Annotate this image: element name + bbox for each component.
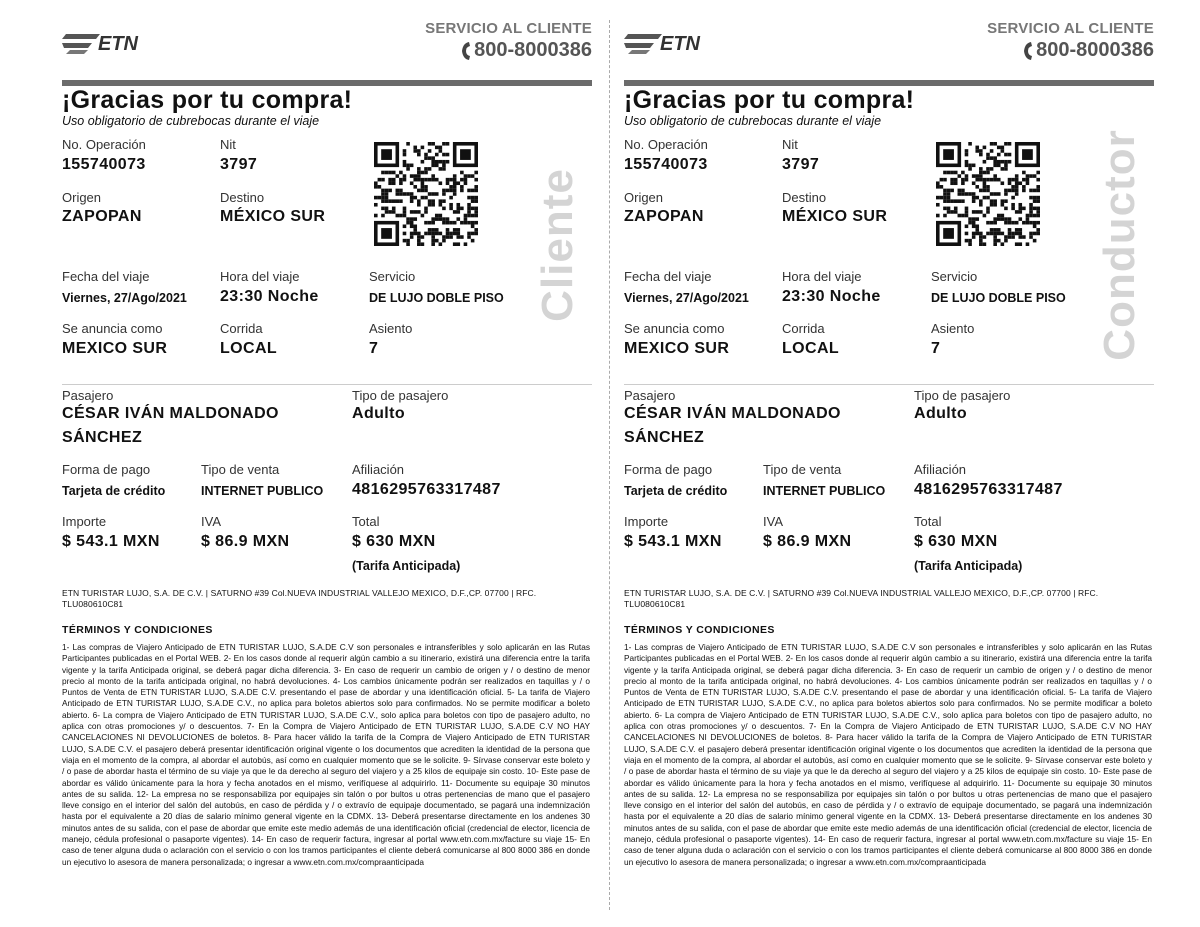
nit-value: 3797 xyxy=(220,156,258,173)
fare-type: (Tarifa Anticipada) xyxy=(914,559,1023,573)
nit-label: Nit xyxy=(220,137,236,152)
trip-time-label: Hora del viaje xyxy=(220,269,300,284)
trip-date-value: Viernes, 27/Ago/2021 xyxy=(624,291,749,305)
origin-label: Origen xyxy=(62,190,102,205)
passenger-name-line2: SÁNCHEZ xyxy=(624,429,705,446)
phone-number: 800-8000386 xyxy=(474,39,592,61)
payment-label: Forma de pago xyxy=(62,462,151,477)
passenger-type-value: Adulto xyxy=(352,405,406,422)
announced-value: MEXICO SUR xyxy=(62,340,168,357)
mask-notice: Uso obligatorio de cubrebocas durante el viaje xyxy=(624,114,882,128)
sale-type-value: INTERNET PUBLICO xyxy=(763,484,886,498)
total-value: $ 630 MXN xyxy=(914,533,998,550)
svg-text:ETN: ETN xyxy=(98,33,138,54)
iva-value: $ 86.9 MXN xyxy=(201,533,290,550)
total-label: Total xyxy=(352,514,380,529)
iva-value: $ 86.9 MXN xyxy=(763,533,852,550)
separator xyxy=(624,384,1154,385)
thanks-heading: ¡Gracias por tu compra! xyxy=(624,86,915,114)
affiliation-value: 4816295763317487 xyxy=(352,481,501,498)
qr-code xyxy=(936,142,1040,246)
total-label: Total xyxy=(914,514,942,529)
fare-type: (Tarifa Anticipada) xyxy=(352,559,461,573)
terms-text: 1- Las compras de Viajero Anticipado de ETN TURISTAR LUJO, S.A.DE C.V son personales e intransferibles y solo aplicarán en las Rutas Participantes publicadas en el Portal WEB. 2- En los casos donde al requerir algún cambio a su itinerario, existirá una diferencia entre la tarifa vigente y la tarifa Anticipada original, se deberá pagar dicha diferencia. 3- En caso de requerir un cambio de origen y / o destino de menor precio al monto de la tarifa anticipada original, no habrá devoluciones. 4- Los cambios únicamente podrán ser realizados en taquillas y / o Puntos de Venta de ETN TURISTAR LUJO, S.A.DE C.V. presentando el pase de abordar y una identificación oficial. 5- La tarifa de Viajero Anticipado de ETN TURISTAR LUJO, S.A.DE C.V., no aplica para boletos abiertos solo para confirmados. No se permite modificar a boleto abierto. 6- La compra de Viajero Anticipado de ETN TURISTAR LUJO, S.A.DE C.V., solo aplica para boletos con tipo de pasajero adulto, no aplica con otras promociones y/ o descuentos. 7- En la Compra de Viajero Anticipado de ETN TURISTAR LUJO, S.A.DE C.V NO HAY CANCELACIONES NI DEVOLUCIONES de boletos. 8- Para hacer válido la tarifa de la Compra de Viajero Anticipado de ETN TURISTAR LUJO, S.A.DE C.V. el pasajero deberá presentar identificación original vigente o los documentos que acrediten la identidad de la persona que viaja en el momento de la compra, al abordar el autobús, así como en cualquier momento que se le solicite. 9- Sírvase conservar este boleto y / o pase de abordar hasta el término de su viaje ya que le da derecho al seguro del viajero y a 25 kilos de equipaje sin costo. 10- Este pase de abordar es válido únicamente para la hora y fecha anotados en el mismo, verifíquese al adquirirlo. 11- Documente su equipaje 30 minutos antes de su salida. 12- La empresa no se responsabiliza por equipajes sin talón o por bultos u otras pertenencias de mano que el pasajero lleve consigo en el interior del salón del autobús, en caso de pérdida y / o extravío de equipaje documentado, se pagará una indemnización hasta por el equivalente a 20 días de salario mínimo general vigente en la CDMX. 13- Deberá presentarse directamente en los andenes 30 minutos antes de su salida, con el pase de abordar que emite este medio además de una identificación oficial (credencial de elector, licencia de manejo, cédula profesional o pasaporte vigentes). 14- En caso de requerir factura, ingresar al portal www.etn.com.mx/facture su viaje 15- En caso de tener alguna duda o aclaración con el servicio o con los tramos participantes el cliente deberá comunicarse al 800 8000 386 en donde un ejecutivo lo asesora de manera personalizada; o ingresar a www.etn.com.mx/compraanticipada xyxy=(62,642,590,867)
customer-service-label: SERVICIO AL CLIENTE xyxy=(987,20,1154,37)
origin-value: ZAPOPAN xyxy=(62,208,142,225)
seat-label: Asiento xyxy=(931,321,975,336)
customer-service-label: SERVICIO AL CLIENTE xyxy=(425,20,592,37)
separator xyxy=(62,384,592,385)
origin-label: Origen xyxy=(624,190,664,205)
svg-text:ETN: ETN xyxy=(660,33,700,54)
passenger-type-value: Adulto xyxy=(914,405,968,422)
trip-time-label: Hora del viaje xyxy=(782,269,862,284)
passenger-label: Pasajero xyxy=(62,388,114,403)
mask-notice: Uso obligatorio de cubrebocas durante el viaje xyxy=(62,114,320,128)
operation-label: No. Operación xyxy=(624,137,708,152)
terms-title: TÉRMINOS Y CONDICIONES xyxy=(624,624,775,636)
destination-value: MÉXICO SUR xyxy=(220,208,326,225)
payment-value: Tarjeta de crédito xyxy=(624,484,728,498)
run-label: Corrida xyxy=(220,321,263,336)
passenger-name-line1: CÉSAR IVÁN MALDONADO xyxy=(62,405,279,422)
passenger-name-line2: SÁNCHEZ xyxy=(62,429,143,446)
nit-value: 3797 xyxy=(782,156,820,173)
passenger-name-line1: CÉSAR IVÁN MALDONADO xyxy=(624,405,841,422)
service-value: DE LUJO DOBLE PISO xyxy=(931,291,1066,305)
announced-label: Se anuncia como xyxy=(624,321,725,336)
announced-label: Se anuncia como xyxy=(62,321,163,336)
passenger-type-label: Tipo de pasajero xyxy=(914,388,1011,403)
service-value: DE LUJO DOBLE PISO xyxy=(369,291,504,305)
amount-value: $ 543.1 MXN xyxy=(62,533,160,550)
operation-value: 155740073 xyxy=(62,156,146,173)
announced-value: MEXICO SUR xyxy=(624,340,730,357)
passenger-label: Pasajero xyxy=(624,388,676,403)
etn-logo xyxy=(62,30,172,54)
affiliation-label: Afiliación xyxy=(914,462,967,477)
thanks-heading: ¡Gracias por tu compra! xyxy=(62,86,353,114)
ticket-cliente: ETN SERVICIO AL CLIENTE 800-8000386 ¡Gracias por tu compra! Uso obligatorio de cubrebocas durante el viaje No. Operación 155740073 Nit 3797 Origen ZAPOPAN Destino MÉXICO SUR Fecha del viaje Viernes, 27/Ago/2021 Hora del viaje 23:30 Noche Servicio DE LUJO DOBLE PISO Se anuncia como MEXICO SUR Corrida LOCAL Asiento 7 Cliente Pasajero CÉSAR IVÁN MALDONADO SÁNCHEZ Tipo de pasajero Adulto Forma de pago Tarjeta de crédito Tipo de venta INTERNET PUBLICO Afiliación 4816295763317487 Importe $ 543.1 MXN IVA $ 86.9 MXN Total $ 630 MXN (Tarifa Anticipada) ETN TURISTAR LUJO, S.A. DE C.V. | SATURNO #39 Col.NUEVA INDUSTRIAL VALLEJO MEXICO, D.F.,CP. 07700 | RFC. TLU080610C81 TÉRMINOS Y CONDICIONES 1- Las compras de Viajero Anticipado de ETN TURISTAR LUJO, S.A.DE C.V son personales e intransferibles y solo aplicarán en las Rutas Participantes publicadas en el Portal WEB. 2- En los casos donde al requerir algún cambio a su itinerario, existirá una diferencia entre la tarifa vigente y la tarifa Anticipada original, se deberá pagar dicha diferencia. 3- En caso de requerir un cambio de origen y / o destino de menor precio al monto de la tarifa anticipada original, no habrá devoluciones. 4- Los cambios únicamente podrán ser realizados en taquillas y / o Puntos de Venta de ETN TURISTAR LUJO, S.A.DE C.V. presentando el pase de abordar y una identificación oficial. 5- La tarifa de Viajero Anticipado de ETN TURISTAR LUJO, S.A.DE C.V., no aplica para boletos abiertos solo para confirmados. No se permite modificar a boleto abierto. 6- La compra de Viajero Anticipado de ETN TURISTAR LUJO, S.A.DE C.V., solo aplica para boletos con tipo de pasajero adulto, no aplica con otras promociones y/ o descuentos. 7- En la Compra de Viajero Anticipado de ETN TURISTAR LUJO, S.A.DE C.V NO HAY CANCELACIONES NI DEVOLUCIONES de boletos. 8- Para hacer válido la tarifa de la Compra de Viajero Anticipado de ETN TURISTAR LUJO, S.A.DE C.V. el pasajero deberá presentar identificación original vigente o los documentos que acrediten la identidad de la persona que viaja en el momento de la compra, al abordar el autobús, así como en cualquier momento que se le solicite. 9- Sírvase conservar este boleto y / o pase de abordar hasta el término de su viaje ya que le da derecho al seguro del viajero y a 25 kilos de equipaje sin costo. 10- Este pase de abordar es válido únicamente para la hora y fecha anotados en el mismo, verifíquese al adquirirlo. 11- Documente su equipaje 30 minutos antes de su salida. 12- La empresa no se responsabiliza por equipajes sin talón o por bultos u otras pertenencias de mano que el pasajero lleve consigo en el interior del salón del autobús, en caso de pérdida y / o extravío de equipaje documentado, se pagará una indemnización hasta por el equivalente a 20 días de salario mínimo general vigente en la CDMX. 13- Deberá presentarse directamente en los andenes 30 minutos antes de su salida, con el pase de abordar que emite este medio además de una identificación oficial (credencial de elector, licencia de manejo, cédula profesional o pasaporte vigentes). 14- En caso de requerir factura, ingresar al portal www.etn.com.mx/facture su viaje 15- En caso de tener alguna duda o aclaración con el servicio o con los tramos participantes el cliente deberá comunicarse al 800 8000 386 en donde un ejecutivo lo asesora de manera personalizada; o ingresar a www.etn.com.mx/compraanticipada xyxy=(62,20,592,867)
terms-title: TÉRMINOS Y CONDICIONES xyxy=(62,624,213,636)
amount-label: Importe xyxy=(624,514,669,529)
sale-type-value: INTERNET PUBLICO xyxy=(201,484,324,498)
customer-service xyxy=(425,20,592,62)
company-info: ETN TURISTAR LUJO, S.A. DE C.V. | SATURNO #39 Col.NUEVA INDUSTRIAL VALLEJO MEXICO, D.F.,CP. 07700 | RFC. TLU080610C81 xyxy=(62,588,537,609)
origin-value: ZAPOPAN xyxy=(624,208,704,225)
destination-label: Destino xyxy=(782,190,827,205)
payment-label: Forma de pago xyxy=(624,462,713,477)
payment-value: Tarjeta de crédito xyxy=(62,484,166,498)
sale-type-label: Tipo de venta xyxy=(763,462,842,477)
customer-service xyxy=(987,20,1154,62)
tear-line xyxy=(609,20,610,910)
customer-service-phone xyxy=(425,39,592,62)
seat-label: Asiento xyxy=(369,321,413,336)
ticket-conductor: ETN SERVICIO AL CLIENTE 800-8000386 ¡Gracias por tu compra! Uso obligatorio de cubrebocas durante el viaje No. Operación 155740073 Nit 3797 Origen ZAPOPAN Destino MÉXICO SUR Fecha del viaje Viernes, 27/Ago/2021 Hora del viaje 23:30 Noche Servicio DE LUJO DOBLE PISO Se anuncia como MEXICO SUR Corrida LOCAL Asiento 7 Conductor Pasajero CÉSAR IVÁN MALDONADO SÁNCHEZ Tipo de pasajero Adulto Forma de pago Tarjeta de crédito Tipo de venta INTERNET PUBLICO Afiliación 4816295763317487 Importe $ 543.1 MXN IVA $ 86.9 MXN Total $ 630 MXN (Tarifa Anticipada) ETN TURISTAR LUJO, S.A. DE C.V. | SATURNO #39 Col.NUEVA INDUSTRIAL VALLEJO MEXICO, D.F.,CP. 07700 | RFC. TLU080610C81 TÉRMINOS Y CONDICIONES 1- Las compras de Viajero Anticipado de ETN TURISTAR LUJO, S.A.DE C.V son personales e intransferibles y solo aplicarán en las Rutas Participantes publicadas en el Portal WEB. 2- En los casos donde al requerir algún cambio a su itinerario, existirá una diferencia entre la tarifa vigente y la tarifa Anticipada original, se deberá pagar dicha diferencia. 3- En caso de requerir un cambio de origen y / o destino de menor precio al monto de la tarifa anticipada original, no habrá devoluciones. 4- Los cambios únicamente podrán ser realizados en taquillas y / o Puntos de Venta de ETN TURISTAR LUJO, S.A.DE C.V. presentando el pase de abordar y una identificación oficial. 5- La tarifa de Viajero Anticipado de ETN TURISTAR LUJO, S.A.DE C.V., no aplica para boletos abiertos solo para confirmados. No se permite modificar a boleto abierto. 6- La compra de Viajero Anticipado de ETN TURISTAR LUJO, S.A.DE C.V., solo aplica para boletos con tipo de pasajero adulto, no aplica con otras promociones y/ o descuentos. 7- En la Compra de Viajero Anticipado de ETN TURISTAR LUJO, S.A.DE C.V NO HAY CANCELACIONES NI DEVOLUCIONES de boletos. 8- Para hacer válido la tarifa de la Compra de Viajero Anticipado de ETN TURISTAR LUJO, S.A.DE C.V. el pasajero deberá presentar identificación original vigente o los documentos que acrediten la identidad de la persona que viaja en el momento de la compra, al abordar el autobús, así como en cualquier momento que se le solicite. 9- Sírvase conservar este boleto y / o pase de abordar hasta el término de su viaje ya que le da derecho al seguro del viajero y a 25 kilos de equipaje sin costo. 10- Este pase de abordar es válido únicamente para la hora y fecha anotados en el mismo, verifíquese al adquirirlo. 11- Documente su equipaje 30 minutos antes de su salida. 12- La empresa no se responsabiliza por equipajes sin talón o por bultos u otras pertenencias de mano que el pasajero lleve consigo en el interior del salón del autobús, en caso de pérdida y / o extravío de equipaje documentado, se pagará una indemnización hasta por el equivalente a 20 días de salario mínimo general vigente en la CDMX. 13- Deberá presentarse directamente en los andenes 30 minutos antes de su salida, con el pase de abordar que emite este medio además de una identificación oficial (credencial de elector, licencia de manejo, cédula profesional o pasaporte vigentes). 14- En caso de requerir factura, ingresar al portal www.etn.com.mx/facture su viaje 15- En caso de tener alguna duda o aclaración con el servicio o con los tramos participantes el cliente deberá comunicarse al 800 8000 386 en donde un ejecutivo lo asesora de manera personalizada; o ingresar a www.etn.com.mx/compraanticipada xyxy=(624,20,1154,867)
affiliation-label: Afiliación xyxy=(352,462,405,477)
operation-value: 155740073 xyxy=(624,156,708,173)
iva-label: IVA xyxy=(763,514,783,529)
affiliation-value: 4816295763317487 xyxy=(914,481,1063,498)
service-label: Servicio xyxy=(931,269,978,284)
trip-date-label: Fecha del viaje xyxy=(624,269,712,284)
qr-code xyxy=(374,142,478,246)
run-value: LOCAL xyxy=(782,340,840,357)
trip-date-label: Fecha del viaje xyxy=(62,269,150,284)
sale-type-label: Tipo de venta xyxy=(201,462,280,477)
company-info: ETN TURISTAR LUJO, S.A. DE C.V. | SATURNO #39 Col.NUEVA INDUSTRIAL VALLEJO MEXICO, D.F.,CP. 07700 | RFC. TLU080610C81 xyxy=(624,588,1099,609)
destination-value: MÉXICO SUR xyxy=(782,208,888,225)
amount-value: $ 543.1 MXN xyxy=(624,533,722,550)
trip-date-value: Viernes, 27/Ago/2021 xyxy=(62,291,187,305)
total-value: $ 630 MXN xyxy=(352,533,436,550)
passenger-type-label: Tipo de pasajero xyxy=(352,388,449,403)
service-label: Servicio xyxy=(369,269,416,284)
run-label: Corrida xyxy=(782,321,825,336)
terms-text: 1- Las compras de Viajero Anticipado de ETN TURISTAR LUJO, S.A.DE C.V son personales e intransferibles y solo aplicarán en las Rutas Participantes publicadas en el Portal WEB. 2- En los casos donde al requerir algún cambio a su itinerario, existirá una diferencia entre la tarifa vigente y la tarifa Anticipada original, se deberá pagar dicha diferencia. 3- En caso de requerir un cambio de origen y / o destino de menor precio al monto de la tarifa anticipada original, no habrá devoluciones. 4- Los cambios únicamente podrán ser realizados en taquillas y / o Puntos de Venta de ETN TURISTAR LUJO, S.A.DE C.V. presentando el pase de abordar y una identificación oficial. 5- La tarifa de Viajero Anticipado de ETN TURISTAR LUJO, S.A.DE C.V., no aplica para boletos abiertos solo para confirmados. No se permite modificar a boleto abierto. 6- La compra de Viajero Anticipado de ETN TURISTAR LUJO, S.A.DE C.V., solo aplica para boletos con tipo de pasajero adulto, no aplica con otras promociones y/ o descuentos. 7- En la Compra de Viajero Anticipado de ETN TURISTAR LUJO, S.A.DE C.V NO HAY CANCELACIONES NI DEVOLUCIONES de boletos. 8- Para hacer válido la tarifa de la Compra de Viajero Anticipado de ETN TURISTAR LUJO, S.A.DE C.V. el pasajero deberá presentar identificación original vigente o los documentos que acrediten la identidad de la persona que viaja en el momento de la compra, al abordar el autobús, así como en cualquier momento que se le solicite. 9- Sírvase conservar este boleto y / o pase de abordar hasta el término de su viaje ya que le da derecho al seguro del viajero y a 25 kilos de equipaje sin costo. 10- Este pase de abordar es válido únicamente para la hora y fecha anotados en el mismo, verifíquese al adquirirlo. 11- Documente su equipaje 30 minutos antes de su salida. 12- La empresa no se responsabiliza por equipajes sin talón o por bultos u otras pertenencias de mano que el pasajero lleve consigo en el interior del salón del autobús, en caso de pérdida y / o extravío de equipaje documentado, se pagará una indemnización hasta por el equivalente a 20 días de salario mínimo general vigente en la CDMX. 13- Deberá presentarse directamente en los andenes 30 minutos antes de su salida, con el pase de abordar que emite este medio además de una identificación oficial (credencial de elector, licencia de manejo, cédula profesional o pasaporte vigentes). 14- En caso de requerir factura, ingresar al portal www.etn.com.mx/facture su viaje 15- En caso de tener alguna duda o aclaración con el servicio o con los tramos participantes el cliente deberá comunicarse al 800 8000 386 en donde un ejecutivo lo asesora de manera personalizada; o ingresar a www.etn.com.mx/compraanticipada xyxy=(624,642,1152,867)
seat-value: 7 xyxy=(931,340,941,357)
etn-logo xyxy=(624,30,734,54)
customer-service-phone xyxy=(987,39,1154,62)
destination-label: Destino xyxy=(220,190,265,205)
phone-icon xyxy=(1022,41,1034,61)
operation-label: No. Operación xyxy=(62,137,146,152)
iva-label: IVA xyxy=(201,514,221,529)
run-value: LOCAL xyxy=(220,340,278,357)
trip-time-value: 23:30 Noche xyxy=(220,288,319,305)
phone-icon xyxy=(460,41,472,61)
trip-time-value: 23:30 Noche xyxy=(782,288,881,305)
amount-label: Importe xyxy=(62,514,107,529)
nit-label: Nit xyxy=(782,137,798,152)
phone-number: 800-8000386 xyxy=(1036,39,1154,61)
seat-value: 7 xyxy=(369,340,379,357)
